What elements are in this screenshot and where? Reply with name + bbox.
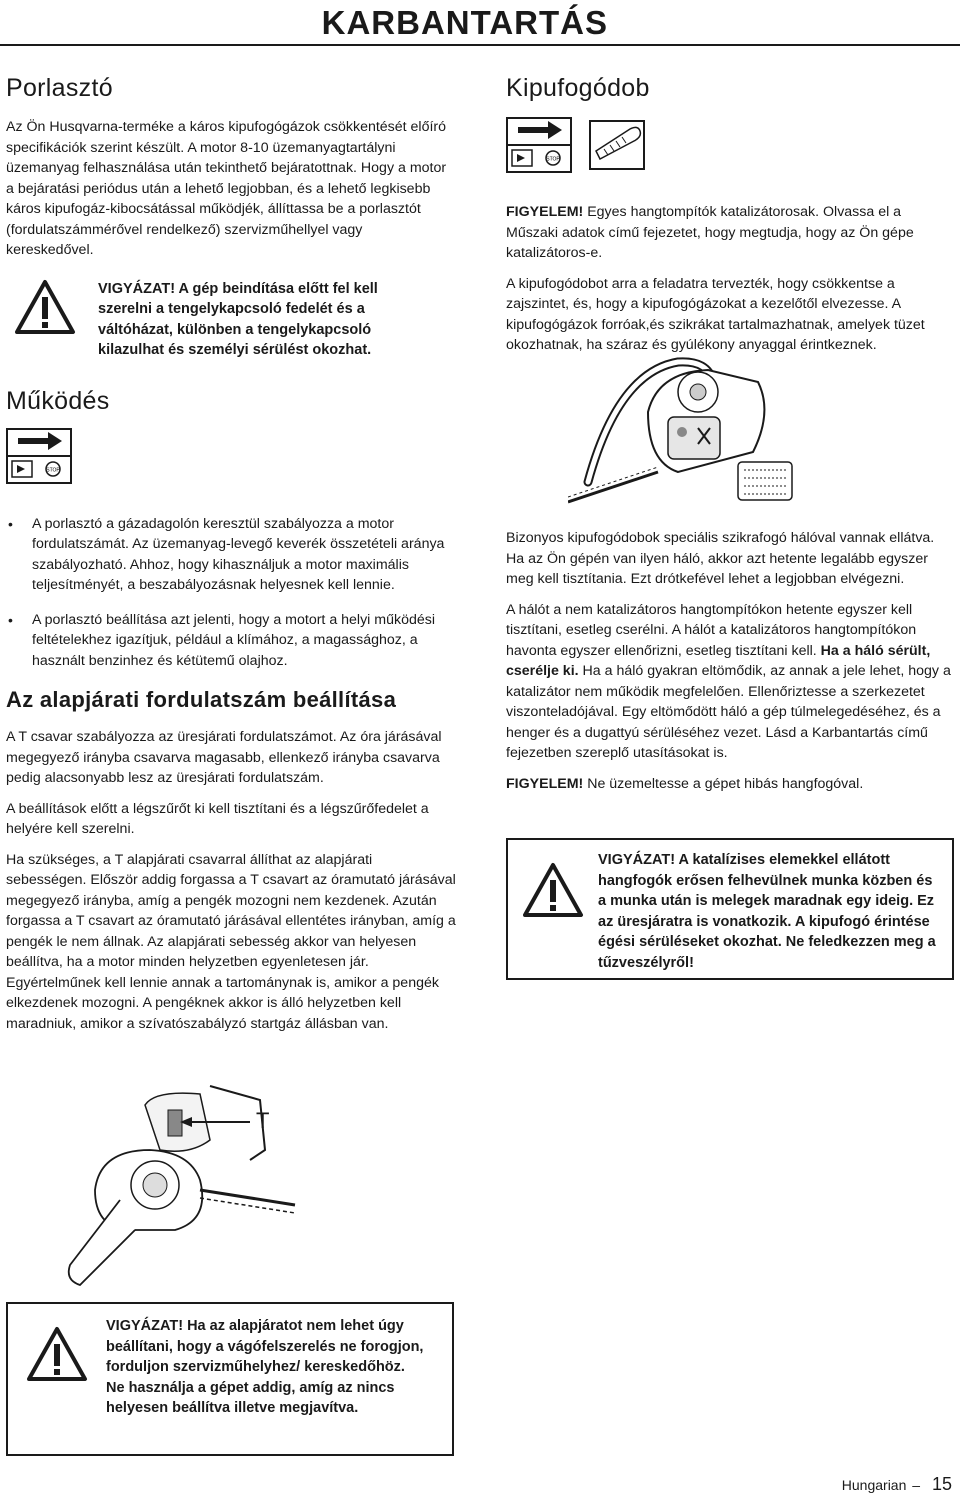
wire-brush-icon xyxy=(586,117,648,178)
para3-b: Ha a háló gyakran eltömődik, az annak a jele lehet, hogy a katalizátor nem működik megfelelően. Ellenőriztesse a szerkezetet viszonteladójával. Egy eltömődött háló a gép túlmelegedéséhez, és a henger és a dugattyú sérüléséhez vezet. Lásd a Karbantartás című fejezetben szereplő utasításokat is. xyxy=(506,663,951,761)
warning-triangle-icon xyxy=(14,279,76,340)
svg-text:STOP: STOP xyxy=(46,467,60,473)
notice-text: Ne üzemeltesse a gépet hibás hangfogóval. xyxy=(587,775,864,792)
svg-text:STOP: STOP xyxy=(546,156,560,163)
notice-label: FIGYELEM! xyxy=(506,775,584,792)
warning-triangle-icon xyxy=(522,862,584,923)
footer-language: Hungarian xyxy=(841,1477,907,1493)
warning-box-kipufogo xyxy=(506,838,954,980)
muffler-paragraph: Bizonyos kipufogódobok speciális szikrafogó hálóval vannak ellátva. Ha az Ön gépén van ilyen háló, akkor azt hetente legalább egyszer meg kell tisztítania. Ezt drótkefével lehet a legjobban elvégezni. xyxy=(506,530,935,587)
mukodes-bullet-list xyxy=(6,514,456,672)
notice-label: FIGYELEM! xyxy=(506,204,584,220)
notice-text: Egyes hangtompítók katalizátorosak. Olvassa el a Műszaki adatok című fejezetet, hogy megtudja, hogy az Ön gépe katalizátoros-e. xyxy=(506,204,914,261)
stop-icon xyxy=(546,151,560,165)
operation-symbol-box xyxy=(506,117,572,173)
warning-triangle-icon xyxy=(26,1326,88,1387)
title-rule xyxy=(0,44,960,46)
left-column xyxy=(6,74,456,1044)
hedge-trimmer-illustration xyxy=(568,352,818,512)
muffler-symbols xyxy=(506,117,954,178)
list-item: • A porlasztó a gázadagolón keresztül szabályozza a motor fordulatszámát. Az üzemanyag-levegő keverék összetételi aránya szabályozható. Ahhoz, hogy kihasználjuk a motor maximális teljesítményét, a beszabályozásnak helyesnek kell lennie. xyxy=(6,514,456,596)
section-heading-porlaszto: Porlasztó xyxy=(6,74,113,102)
muffler-notice xyxy=(506,202,954,264)
page-title: KARBANTARTÁS xyxy=(321,4,608,41)
page-footer: Hungarian – 15 xyxy=(841,1474,952,1494)
porlaszto-paragraph: Az Ön Husqvarna-terméke a káros kipufogógázok csökkentését előíró specifikációk szerint készült. A motor 8-10 üzemanyagtartályni üzemanyag felhasználása után tekinthető bejáratottnak. Hogy a motor a bejáratási periódus után a lehető legjobban, és a lehető legkisebb káros kipufogáz-kibocsátással működjék, állíttassa be a porlasztót (fordulatszámmérővel rendelkező) szervizműhellyel vagy kereskedővel. xyxy=(6,119,447,258)
right-column-lower xyxy=(506,528,954,804)
para3-bold: Ha a háló sérült, cserélje ki. xyxy=(506,642,931,679)
section-heading-kipufogodob: Kipufogódob xyxy=(506,74,650,102)
warning-box-alapjarat xyxy=(6,1302,454,1456)
figure-label-t: T xyxy=(256,1108,270,1133)
warning-text: VIGYÁZAT! Ha az alapjáratot nem lehet úgy beállítani, hogy a vágófelszerelés ne forogjon, forduljon szervizműhelyhez/ kereskedőhöz. Ne használja a gépet addig, amíg az nincs helyesen beállítva illetve megjavítva. xyxy=(106,1318,424,1416)
alapjarat-paragraph: A beállítások előtt a légszűrőt ki kell tisztítani és a légszűrőfedelet a helyére kell szerelni. xyxy=(6,800,429,837)
muffler-paragraph xyxy=(506,600,954,764)
stop-icon xyxy=(46,462,60,476)
arrow-right-icon xyxy=(18,432,62,450)
section-heading-mukodes: Működés xyxy=(6,386,110,415)
muffler-notice-2 xyxy=(506,774,954,795)
list-item: • A porlasztó beállítása azt jelenti, hogy a motort a helyi működési feltételekhez igazítjuk, például a klímához, a magassághoz, a használt benzinhez és kétütemű olajhoz. xyxy=(6,610,456,672)
para3-a: A hálót a nem katalizátoros hangtompítókon hetente egyszer kell tisztítani, esetleg cserélni. A hálót a katalizátoros hangtompítókon havonta egyszer ellenőrizni, esetleg tisztítani kell. xyxy=(506,601,917,659)
warning-text: VIGYÁZAT! A katalízises elemekkel ellátott hangfogók erősen felhevülnek munka közben és a munka után is melegek maradnak egy ideig. Ez az üresjáratra is vonatkozik. A kipufogó érintése égési sérüléseket okozhat. Ne feledkezzen meg a tűzveszélyről! xyxy=(598,852,936,971)
right-column xyxy=(506,74,954,366)
warning-text: VIGYÁZAT! A gép beindítása előtt fel kell szerelni a tengelykapcsoló fedelét és a váltóházat, különben a tengelykapcsoló kilazulhat és személyi sérülést okozhat. xyxy=(98,280,378,358)
section-heading-alapjarat: Az alapjárati fordulatszám beállítása xyxy=(6,687,397,712)
muffler-paragraph: A kipufogódobot arra a feladatra tervezték, hogy csökkentse a zajszintet, és, hogy a kipufogógázokat a kezelőtől elvezesse. A kipufogógázok forróak,és szikrákat tartalmazhatnak, amelyek tüzet okozhatnak, ha száraz és gyúlékony anyaggal érintkeznek. xyxy=(506,275,925,353)
warning-box-porlaszto xyxy=(6,279,456,361)
arrow-right-icon xyxy=(518,121,562,139)
operation-symbol-box xyxy=(6,428,72,484)
carburetor-illustration xyxy=(60,1080,300,1295)
page-number: 15 xyxy=(931,1474,952,1494)
alapjarat-paragraph: Ha szükséges, a T alapjárati csavarral állíthat az alapjárati sebességen. Először addig forgassa a T csavart az óramutató járásával megegyező irányba, amíg a pengék mozogni nem kezdenek. Azután forgassa a T csavart az óramutató járásával ellentétes irányban, amíg a pengék le nem állnak. Az alapjárati sebesség akkor van helyesen beállítva, ha a motor minden helyzetben egyenletesen jár. Egyértelműnek kell lennie annak a tartománynak is, amikor a pengék elkezdenek mozogni. A pengéknek akkor is álló helyzetben kell maradniuk, amikor a szívatószabályzó startgáz állásban van. xyxy=(6,851,456,1032)
alapjarat-paragraph: A T csavar szabályozza az üresjárati fordulatszámot. Az óra járásával megegyező irányba csavarva magasabb, ellenkező irányba csavarva pedig alacsonyabb lesz az üresjárati fordulatszám. xyxy=(6,729,442,786)
